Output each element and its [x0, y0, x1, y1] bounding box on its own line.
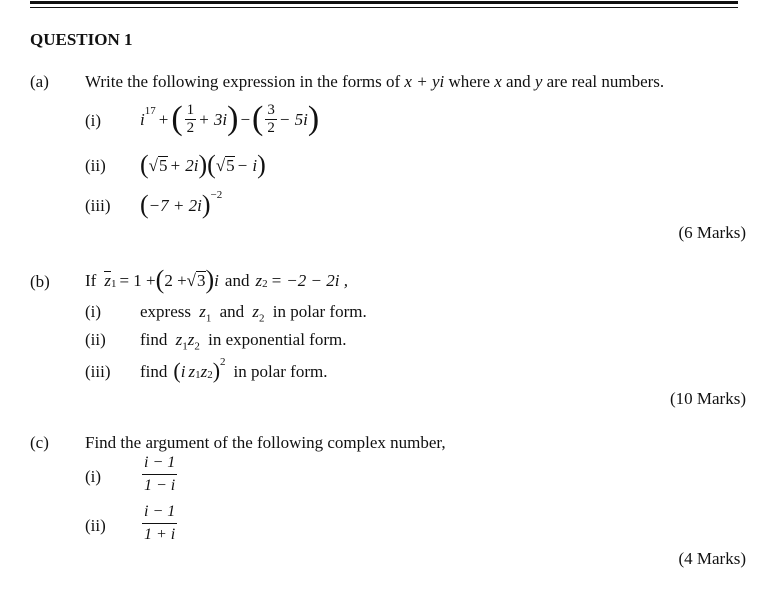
part-c-marks: (4 Marks): [678, 549, 746, 568]
expr-plus3i: + 3i: [198, 109, 228, 129]
text: in polar form.: [272, 302, 367, 321]
z2: z: [255, 270, 263, 290]
z1: z: [188, 361, 196, 381]
part-b-item-2-text: [140, 331, 346, 352]
part-a-item-2-label: (ii): [85, 156, 106, 175]
sub-2: 2: [262, 277, 268, 290]
paren-close: ): [257, 150, 266, 179]
expr-i: i: [180, 361, 186, 381]
fraction-half: [185, 103, 197, 136]
sqrt-5: 5: [226, 156, 235, 175]
expr-minus: −: [240, 109, 251, 129]
expr-plus: +: [158, 109, 169, 129]
sqrt-3: 3: [197, 271, 206, 290]
part-c-item-1-label: (i): [85, 467, 102, 486]
expr-2-plus: 2 +: [164, 270, 187, 290]
sub-2: 2: [259, 312, 265, 325]
part-a-item-3-expr: [140, 190, 222, 220]
expr-eq-1-plus: = 1 +: [119, 270, 156, 290]
part-c-intro: Find the argument of the following complex number,: [85, 433, 446, 452]
fraction-num: 1: [186, 101, 195, 118]
paren-close: ): [307, 100, 320, 137]
paren-open: (: [252, 100, 264, 137]
fraction-den: 1 + i: [142, 523, 177, 543]
paren-close: ): [201, 190, 211, 219]
part-c-item-2-expr: [140, 504, 179, 543]
part-b-marks: (10 Marks): [669, 389, 746, 408]
fraction-num: 3: [267, 101, 275, 118]
paren-open: (: [171, 100, 183, 137]
fraction-num: i − 1: [144, 503, 176, 520]
sub-1: 1: [182, 340, 188, 353]
part-b-label: (b): [30, 272, 50, 291]
paren-close: ): [227, 100, 239, 137]
top-rule-thin: [30, 7, 738, 8]
sqrt-5: 5: [159, 156, 168, 175]
z2: z: [252, 302, 260, 321]
part-a-label: (a): [30, 72, 49, 91]
part-a-intro-where: where: [448, 72, 490, 91]
z2-value: = −2 − 2i ,: [270, 270, 348, 290]
fraction: [142, 455, 177, 494]
text: in polar form.: [233, 361, 328, 381]
paren-open: (: [155, 265, 165, 294]
paren-open: (: [140, 190, 149, 219]
z1: z: [199, 302, 206, 321]
part-a-item-1-expr: [140, 100, 319, 138]
part-c-item-1-expr: [140, 455, 179, 494]
part-a-item-3-label: (iii): [85, 196, 111, 215]
paren-open: (: [173, 358, 181, 383]
paren-open: (: [140, 150, 149, 179]
part-a-marks: (6 Marks): [678, 223, 746, 242]
sqrt-sign: √: [215, 155, 226, 175]
sub-2: 2: [207, 368, 213, 381]
paren-open: (: [207, 150, 216, 179]
part-b-item-1-text: [140, 303, 367, 324]
fraction-den: 2: [186, 119, 195, 136]
part-c-label: (c): [30, 433, 49, 452]
part-b-item-3-label: (iii): [85, 362, 111, 381]
text: find: [140, 361, 168, 381]
sqrt-sign: √: [148, 155, 159, 175]
text: and: [219, 302, 245, 321]
expr-plus2i: + 2i: [169, 155, 199, 175]
part-a-intro-expr: x + yi: [404, 72, 445, 91]
sub-1: 1: [195, 368, 201, 381]
question-title: QUESTION 1: [30, 30, 133, 49]
fraction: [142, 504, 177, 543]
part-a-intro-text: Write the following expression in the forms of: [85, 72, 401, 91]
sub-1: 1: [110, 277, 117, 290]
expr-minus-i: − i: [236, 155, 258, 175]
if-text: If: [85, 270, 97, 290]
text: express: [140, 302, 191, 321]
part-b-intro: [85, 264, 348, 296]
expr-i: i: [214, 270, 219, 290]
z1: z: [175, 330, 183, 349]
part-b-item-2-label: (ii): [85, 330, 106, 349]
paren-close: ): [205, 265, 215, 294]
part-c-item-2-label: (ii): [85, 516, 106, 535]
part-a-intro-x: x: [494, 72, 502, 91]
expr-exp-neg2: −2: [210, 188, 223, 201]
fraction-den: 1 − i: [142, 474, 177, 494]
expr-neg7-plus-2i: −7 + 2i: [148, 195, 202, 215]
text: find: [140, 330, 168, 349]
text: in exponential form.: [208, 330, 347, 349]
part-a-intro-and: and: [506, 72, 531, 91]
part-b-item-1-label: (i): [85, 302, 102, 321]
fraction-num: i − 1: [144, 454, 176, 471]
fraction-den: 2: [267, 119, 275, 136]
z2: z: [187, 330, 195, 349]
part-a-intro-post: are real numbers.: [546, 72, 665, 91]
expr-exp17: 17: [144, 104, 156, 117]
and-text: and: [224, 270, 250, 290]
paren-close: ): [212, 358, 221, 383]
part-a-item-1-label: (i): [85, 111, 102, 130]
part-b-item-3-text: [140, 356, 327, 386]
sub-2: 2: [194, 340, 200, 353]
z2: z: [200, 361, 208, 381]
sqrt-sign: √: [186, 270, 196, 290]
exp-2: 2: [220, 355, 226, 368]
fraction-three-half: [265, 103, 277, 136]
expr-i: i: [140, 109, 145, 129]
top-rule-thick: [30, 1, 738, 4]
part-a-item-2-expr: [140, 148, 266, 182]
z1-bar: z: [104, 271, 111, 290]
expr-minus5i: − 5i: [278, 109, 308, 129]
part-a-intro: [85, 73, 664, 90]
paren-close: ): [198, 150, 208, 179]
part-a-intro-y: y: [534, 72, 543, 91]
sub-1: 1: [205, 312, 212, 325]
